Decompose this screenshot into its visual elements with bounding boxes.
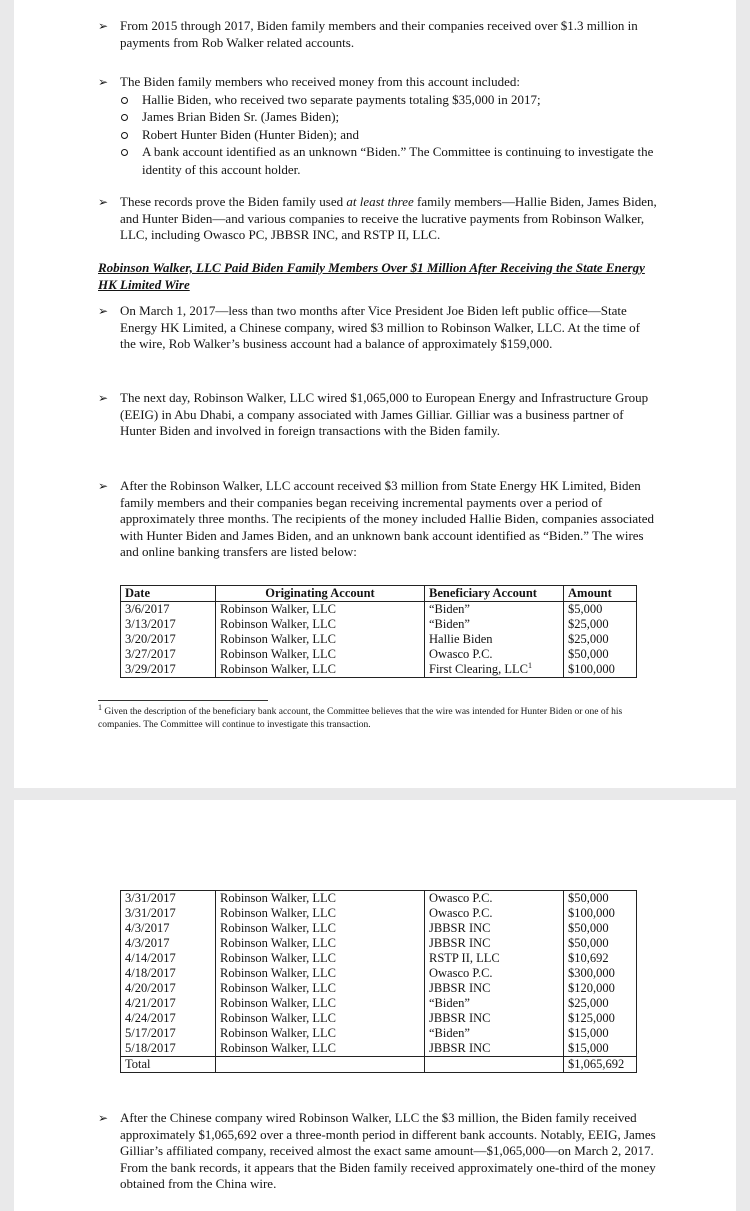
table-row: 3/31/2017 Robinson Walker, LLC Owasco P.C. $50,000 bbox=[121, 891, 637, 907]
table-row: 3/13/2017 Robinson Walker, LLC “Biden” $25,000 bbox=[121, 617, 637, 632]
table-header-row bbox=[121, 586, 637, 602]
table-row: 4/24/2017 Robinson Walker, LLC JBBSR INC $125,000 bbox=[121, 1011, 637, 1026]
table-row: 4/3/2017 Robinson Walker, LLC JBBSR INC $50,000 bbox=[121, 936, 637, 951]
section-heading: Robinson Walker, LLC Paid Biden Family Members Over $1 Million After Receiving the State Energy HK Limited Wire bbox=[98, 260, 645, 292]
wire-transfer-table-continued bbox=[120, 890, 637, 1073]
table-row: 5/17/2017 Robinson Walker, LLC “Biden” $15,000 bbox=[121, 1026, 637, 1041]
bullet-march-wire: ➢ On March 1, 2017—less than two months after Vice President Joe Biden left public office—State Energy HK Limited, a Chinese company, wired $3 million to Robinson Walker, LLC. At the time of the wire, Rob Walker’s business account had a balance of approximately $159,000. bbox=[98, 303, 640, 351]
arrow-bullet-icon: ➢ bbox=[98, 1111, 109, 1125]
table-row: 4/21/2017 Robinson Walker, LLC “Biden” $25,000 bbox=[121, 996, 637, 1011]
list-item: A bank account identified as an unknown “Biden.” The Committee is continuing to investigate the identity of this account holder. bbox=[118, 143, 658, 178]
arrow-bullet-icon: ➢ bbox=[98, 391, 109, 405]
total-label: Total bbox=[121, 1057, 216, 1073]
document-page-2 bbox=[14, 800, 736, 1211]
table-row: 4/20/2017 Robinson Walker, LLC JBBSR INC $120,000 bbox=[121, 981, 637, 996]
hollow-circle-icon bbox=[121, 97, 128, 104]
header-originating-account: Originating Account bbox=[216, 586, 425, 602]
table-total-row bbox=[121, 1057, 637, 1073]
bullet-records-prove: ➢ These records prove the Biden family used at least three family members—Hallie Biden, James Biden, and Hunter Biden—and various companies to receive the lucrative payments from Robinson Walker, LLC, including Owasco PC, JBBSR INC, and RSTP II, LLC. bbox=[98, 194, 657, 242]
hollow-circle-icon bbox=[121, 114, 128, 121]
list-item: Robert Hunter Biden (Hunter Biden); and bbox=[118, 126, 658, 144]
bullet-incremental-payments: ➢ After the Robinson Walker, LLC account received $3 million from State Energy HK Limited, Biden family members and their companies began receiving incremental payments over a period of approximately three months. The recipients of the money included Hallie Biden, companies associated with Hunter Biden and James Biden, and an unknown bank account identified as “Biden.” The wires and online banking transfers are listed below: bbox=[98, 478, 655, 559]
list-item: Hallie Biden, who received two separate payments totaling $35,000 in 2017; bbox=[118, 91, 658, 109]
table-row: 3/27/2017 Robinson Walker, LLC Owasco P.C. $50,000 bbox=[121, 647, 637, 662]
header-beneficiary-account: Beneficiary Account bbox=[425, 586, 564, 602]
table-row: 4/3/2017 Robinson Walker, LLC JBBSR INC $50,000 bbox=[121, 921, 637, 936]
arrow-bullet-icon: ➢ bbox=[98, 75, 109, 89]
table-row: 3/6/2017 Robinson Walker, LLC “Biden” $5,000 bbox=[121, 602, 637, 618]
header-date: Date bbox=[121, 586, 216, 602]
footnote-marker: 1 bbox=[527, 660, 532, 670]
hollow-circle-icon bbox=[121, 149, 128, 156]
footnote-divider bbox=[98, 700, 268, 701]
bullet-text: The Biden family members who received money from this account included: bbox=[120, 74, 520, 89]
document-page-1 bbox=[14, 0, 736, 788]
bullet-china-wire-summary: ➢ After the Chinese company wired Robinson Walker, LLC the $3 million, the Biden family received approximately $1,065,692 over a three-month period in different bank accounts. Notably, EEIG, James Gilliar’s affiliated company, received almost the exact same amount—$1,065,000—on March 2, 2017. From the bank records, it appears that the Biden family received approximately one-third of the money obtained from the China wire. bbox=[98, 1110, 656, 1191]
bullet-funding-summary bbox=[98, 18, 658, 51]
recipient-list bbox=[98, 91, 658, 179]
emphasis-text: at least three bbox=[346, 194, 414, 209]
table-row: 4/18/2017 Robinson Walker, LLC Owasco P.C. $300,000 bbox=[121, 966, 637, 981]
bullet-eeig-wire: ➢ The next day, Robinson Walker, LLC wired $1,065,000 to European Energy and Infrastructure Group (EEIG) in Abu Dhabi, a company associated with James Gilliar. Gilliar was a business partner of Hunter Biden and involved in foreign transactions with the Biden family. bbox=[98, 390, 649, 438]
table-row: 3/31/2017 Robinson Walker, LLC Owasco P.C. $100,000 bbox=[121, 906, 637, 921]
table-row: 3/29/2017 Robinson Walker, LLC First Clearing, LLC$^1$ $100,000 bbox=[121, 662, 637, 678]
bullet-text: From 2015 through 2017, Biden family members and their companies received over $1.3 million in payments from Rob Walker related accounts. bbox=[120, 18, 638, 50]
footnote-marker: 1 bbox=[98, 702, 102, 712]
arrow-bullet-icon: ➢ bbox=[98, 19, 109, 33]
arrow-bullet-icon: ➢ bbox=[98, 479, 109, 493]
arrow-bullet-icon: ➢ bbox=[98, 195, 109, 209]
hollow-circle-icon bbox=[121, 132, 128, 139]
table-row: 3/20/2017 Robinson Walker, LLC Hallie Biden $25,000 bbox=[121, 632, 637, 647]
total-amount: $1,065,692 bbox=[564, 1057, 637, 1073]
header-amount: Amount bbox=[564, 586, 637, 602]
footnote: $^1$ Given the description of the beneficiary bank account, the Committee believes that the wire was intended for Hunter Biden or one of his companies. The Committee will continue to investigate this transaction. bbox=[98, 702, 623, 730]
bullet-family-recipients bbox=[98, 74, 658, 178]
wire-transfer-table bbox=[120, 585, 637, 678]
list-item: James Brian Biden Sr. (James Biden); bbox=[118, 108, 658, 126]
arrow-bullet-icon: ➢ bbox=[98, 304, 109, 318]
table-row: 5/18/2017 Robinson Walker, LLC JBBSR INC $15,000 bbox=[121, 1041, 637, 1057]
table-row: 4/14/2017 Robinson Walker, LLC RSTP II, LLC $10,692 bbox=[121, 951, 637, 966]
